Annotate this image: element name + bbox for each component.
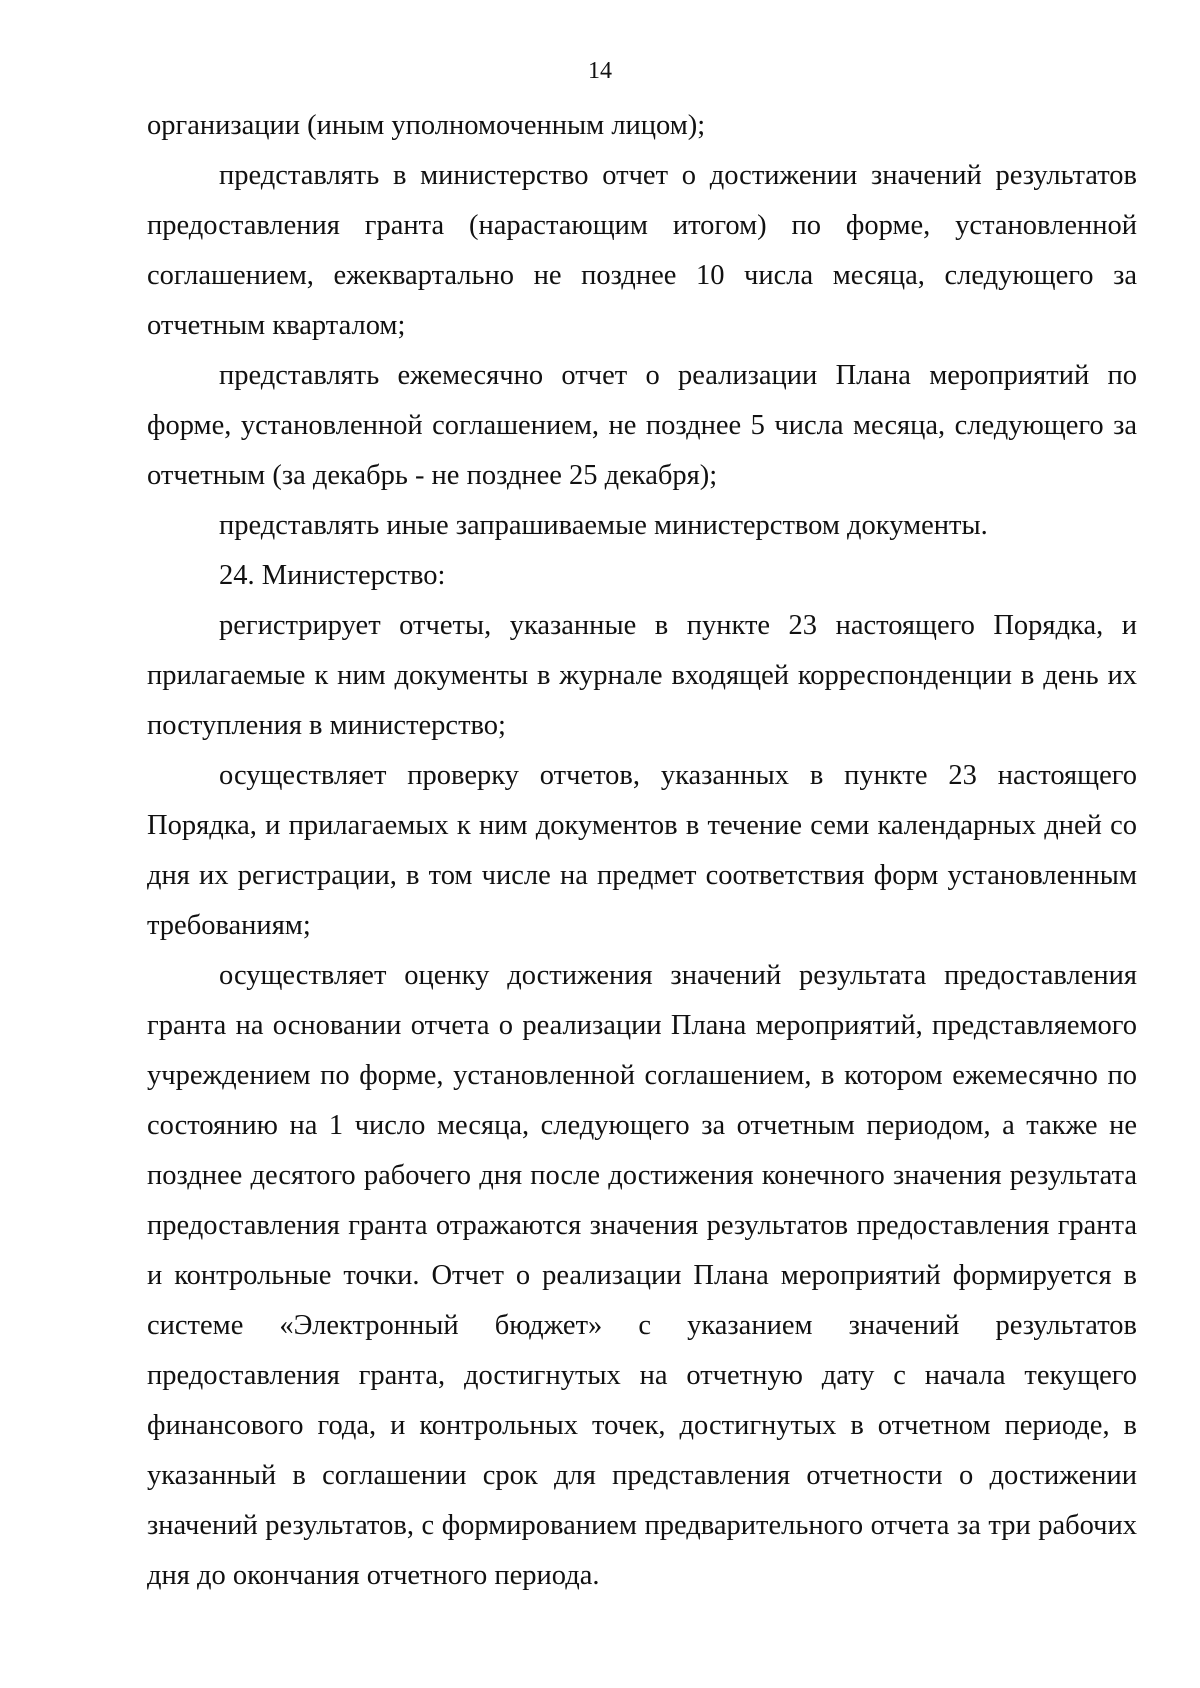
section-heading: 24. Министерство: [219,560,446,591]
paragraph: организации (иным уполномоченным лицом); [147,110,706,141]
paragraph: представлять в министерство отчет о достижении значений результатов предоставления гранта (нарастающим итогом) по форме, установленной соглашением, ежеквартально не позднее 10 числа месяца, следующего за отчетным кварталом; [147,160,1137,341]
page-number: 14 [588,58,612,84]
paragraph: регистрирует отчеты, указанные в пункте 23 настоящего Порядка, и прилагаемые к ним документы в журнале входящей корреспонденции в день их поступления в министерство; [147,610,1137,741]
document-body [147,101,1137,1601]
paragraph: представлять ежемесячно отчет о реализации Плана мероприятий по форме, установленной соглашением, не позднее 5 числа месяца, следующего за отчетным (за декабрь - не позднее 25 декабря); [147,360,1137,491]
paragraph: осуществляет оценку достижения значений результата предоставления гранта на основании отчета о реализации Плана мероприятий, представляемого учреждением по форме, установленной соглашением, в котором ежемесячно по состоянию на 1 число месяца, следующего за отчетным периодом, а также не позднее десятого рабочего дня после достижения конечного значения результата предоставления гранта отражаются значения результатов предоставления гранта и контрольные точки. Отчет о реализации Плана мероприятий формируется в системе «Электронный бюджет» с указанием значений результатов предоставления гранта, достигнутых на отчетную дату с начала текущего финансового года, и контрольных точек, достигнутых в отчетном периоде, в указанный в соглашении срок для представления отчетности о достижении значений результатов, с формированием предварительного отчета за три рабочих дня до окончания отчетного периода. [147,960,1137,1591]
paragraph: представлять иные запрашиваемые министерством документы. [219,510,988,541]
paragraph: осуществляет проверку отчетов, указанных в пункте 23 настоящего Порядка, и прилагаемых к ним документов в течение семи календарных дней со дня их регистрации, в том числе на предмет соответствия форм установленным требованиям; [147,760,1137,941]
